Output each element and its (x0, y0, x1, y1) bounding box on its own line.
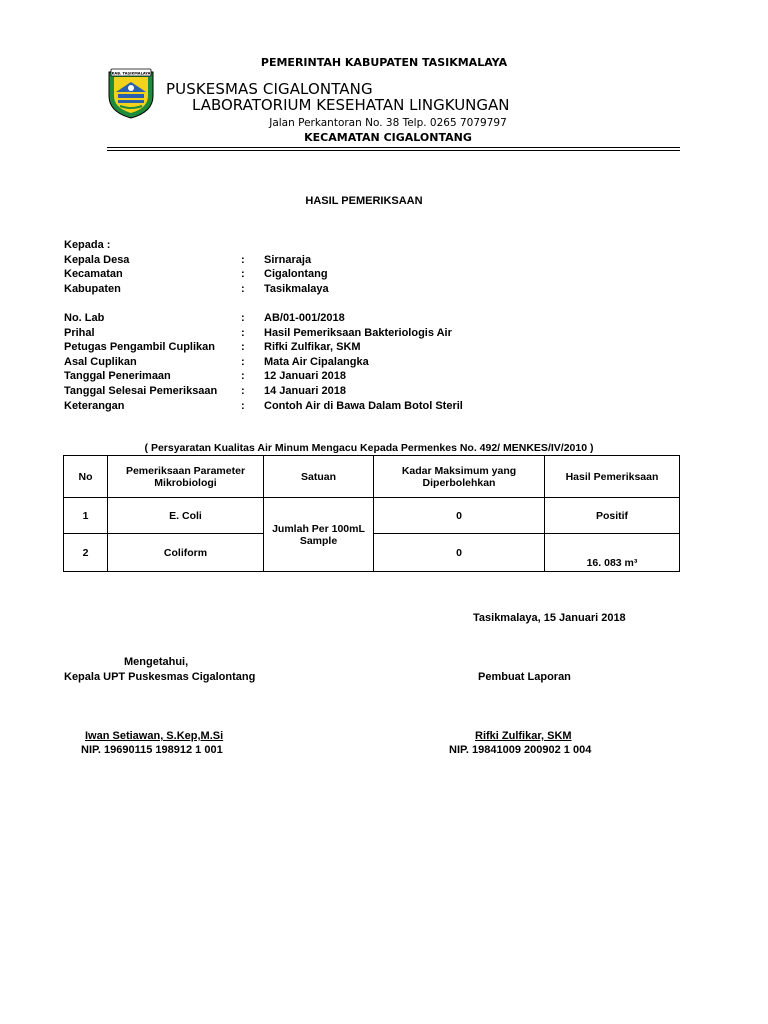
info-separator: : (241, 268, 245, 281)
info-separator: : (241, 326, 245, 339)
cell-no: 2 (64, 534, 108, 572)
info-separator: : (241, 311, 245, 324)
regency-emblem-icon (106, 66, 156, 120)
info-separator: : (241, 341, 245, 354)
info-separator: : (241, 253, 245, 266)
info-separator: : (241, 370, 245, 383)
info-value: AB/01-001/2018 (264, 311, 345, 324)
cell-unit: Jumlah Per 100mL Sample (264, 498, 374, 572)
laboratory-name: LABORATORIUM KESEHATAN LINGKUNGAN (192, 96, 510, 114)
info-value: 14 Januari 2018 (264, 384, 346, 397)
info-label: Tanggal Selesai Pemeriksaan (64, 384, 218, 397)
cell-result: 16. 083 m³ (545, 534, 680, 572)
info-value: 12 Januari 2018 (264, 370, 346, 383)
requirement-note: ( Persyaratan Kualitas Air Minum Mengacu Kepada Permenkes No. 492/ MENKES/IV/2010 ) (144, 442, 594, 454)
header-unit: Satuan (264, 456, 374, 498)
info-value: Rifki Zulfikar, SKM (264, 341, 361, 354)
table-row (64, 498, 680, 534)
institution-name: PUSKESMAS CIGALONTANG (166, 80, 373, 98)
info-label: Prihal (64, 326, 95, 339)
info-value: Sirnaraja (264, 253, 312, 266)
emblem-banner-text: KAB. TASIKMALAYA (111, 71, 151, 76)
info-label: Asal Cuplikan (64, 355, 137, 368)
header-no: No (64, 456, 108, 498)
header-divider-thin (107, 150, 680, 151)
cell-result: Positif (545, 498, 680, 534)
cell-max-level: 0 (374, 534, 545, 572)
info-value: Cigalontang (264, 268, 328, 281)
place-and-date: Tasikmalaya, 15 Januari 2018 (473, 612, 626, 624)
info-separator: : (241, 399, 245, 412)
left-signatory-name: Iwan Setiawan, S.Kep,M.Si (85, 730, 224, 742)
district-name: KECAMATAN CIGALONTANG (304, 131, 472, 144)
government-heading: PEMERINTAH KABUPATEN TASIKMALAYA (260, 56, 508, 69)
right-signatory-nip: NIP. 19841009 200902 1 004 (449, 744, 592, 756)
header-parameter: Pemeriksaan Parameter Mikrobiologi (108, 456, 264, 498)
right-signatory-title: Pembuat Laporan (478, 671, 571, 683)
document-title: HASIL PEMERIKSAAN (305, 195, 423, 207)
info-separator: : (241, 355, 245, 368)
recipient-heading: Kepada : (64, 239, 111, 251)
info-label: Petugas Pengambil Cuplikan (64, 341, 215, 354)
header-result: Hasil Pemeriksaan (545, 456, 680, 498)
cell-parameter: Coliform (108, 534, 264, 572)
left-signatory-nip: NIP. 19690115 198912 1 001 (81, 744, 223, 756)
info-separator: : (241, 384, 245, 397)
info-separator: : (241, 282, 245, 295)
info-label: No. Lab (64, 311, 105, 324)
info-label: Keterangan (64, 399, 125, 412)
info-value: Mata Air Cipalangka (264, 355, 369, 368)
cell-no: 1 (64, 498, 108, 534)
info-label: Tanggal Penerimaan (64, 370, 171, 383)
info-label: Kepala Desa (64, 253, 130, 266)
table-header-row (64, 456, 680, 498)
results-table (63, 455, 680, 572)
header-divider-thick (107, 147, 680, 148)
info-label: Kabupaten (64, 282, 121, 295)
info-value: Hasil Pemeriksaan Bakteriologis Air (264, 326, 452, 339)
left-signatory-title: Kepala UPT Puskesmas Cigalontang (64, 671, 256, 683)
acknowledged-label: Mengetahui, (124, 656, 189, 668)
info-value: Tasikmalaya (264, 282, 329, 295)
cell-parameter: E. Coli (108, 498, 264, 534)
header-max-level: Kadar Maksimum yang Diperbolehkan (374, 456, 545, 498)
right-signatory-name: Rifki Zulfikar, SKM (475, 730, 572, 742)
info-label: Kecamatan (64, 268, 123, 281)
cell-max-level: 0 (374, 498, 545, 534)
info-value: Contoh Air di Bawa Dalam Botol Steril (264, 399, 463, 412)
institution-address: Jalan Perkantoran No. 38 Telp. 0265 7079797 (269, 117, 507, 129)
